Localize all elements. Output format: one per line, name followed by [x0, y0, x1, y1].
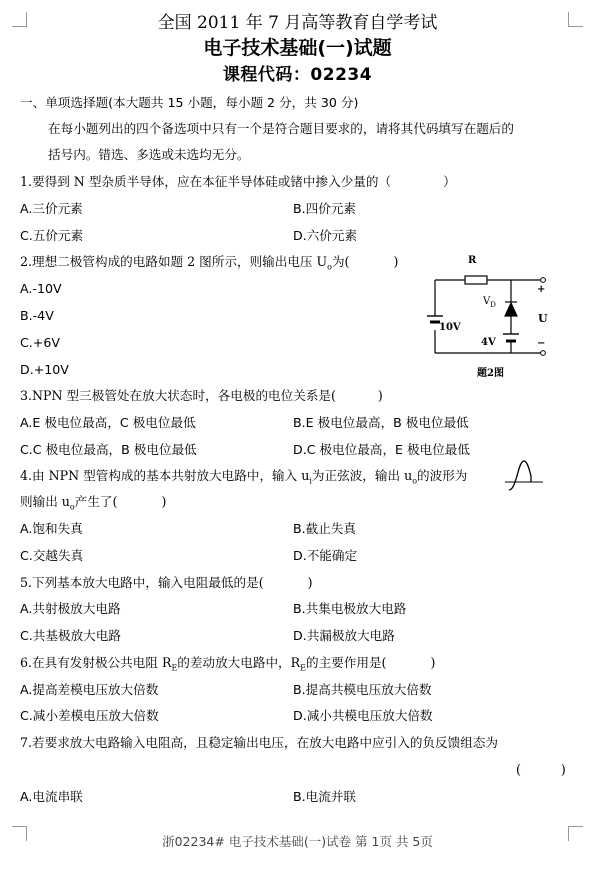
q5-option-b: B.共集电极放大电路 [293, 601, 407, 616]
question-6-stem: 6.在具有发射极公共电阻 $R_E$的差动放大电路中，$R_E$的主要作用是( ) [20, 655, 436, 673]
question-2-stem: 2.理想二极管构成的电路如题 2 图所示，则输出电压 $U_o$为( ) [20, 254, 399, 272]
q1-option-a: A.三价元素 [20, 201, 83, 216]
q4-option-a: A.饱和失真 [20, 521, 83, 536]
q4-option-d: D.不能确定 [293, 548, 358, 563]
circuit-diagram-q2 [425, 250, 565, 380]
q6-option-b: B.提高共模电压放大倍数 [293, 682, 432, 697]
q6-option-d: D.减小共模电压放大倍数 [293, 708, 433, 723]
exam-title: 全国 2011 年 7 月高等教育自学考试 [157, 13, 438, 33]
q1-option-d: D.六价元素 [293, 228, 358, 243]
q4-option-b: B.截止失真 [293, 521, 357, 536]
q4-option-c: C.交越失真 [20, 548, 84, 563]
q5-option-c: C.共基极放大电路 [20, 628, 121, 643]
q5-option-a: A.共射极放大电路 [20, 601, 121, 616]
q6-option-a: A.提高差模电压放大倍数 [20, 682, 159, 697]
q3-option-c: C.C 极电位最高，B 极电位最低 [20, 442, 197, 457]
q2-option-a: A.-10V [20, 281, 62, 296]
question-3-stem: 3.NPN 型三极管处在放大状态时，各电极的电位关系是( ) [20, 388, 383, 403]
q1-option-c: C.五价元素 [20, 228, 84, 243]
instructions-line-2: 括号内。错选、多选或未选均无分。 [48, 147, 250, 162]
q7-option-a: A.电流串联 [20, 789, 83, 804]
question-4-stem-line-2: 则输出 $u_o$产生了( ) [20, 494, 167, 512]
output-voltage-label: U [538, 312, 548, 325]
figure-caption: 题2图 [477, 368, 504, 379]
q7-option-b: B.电流并联 [293, 789, 357, 804]
q2-option-d: D.+10V [20, 362, 69, 377]
q1-option-b: B.四价元素 [293, 201, 357, 216]
q3-option-b: B.E 极电位最高，B 极电位最低 [293, 415, 469, 430]
plus-terminal-label: + [537, 284, 546, 295]
q7-answer-paren: ( ) [516, 762, 566, 777]
q2-option-c: C.+6V [20, 335, 60, 350]
battery-4v-label: 4V [481, 337, 496, 348]
q5-option-d: D.共漏极放大电路 [293, 628, 395, 643]
waveform-icon [505, 458, 543, 492]
section-title: 一、单项选择题(本大题共 15 小题，每小题 2 分，共 30 分) [20, 95, 359, 110]
battery-10v-label: 10V [439, 322, 461, 333]
question-4-stem: 4.由 NPN 型管构成的基本共射放大电路中，输入 $u_i$为正弦波，输出 $u_o$的波形为 [20, 468, 468, 486]
instructions-line-1: 在每小题列出的四个备选项中只有一个是符合题目要求的，请将其代码填写在题后的 [48, 121, 514, 136]
diode-label: $V_D$ [483, 296, 496, 309]
subject-title: 电子技术基础(一)试题 [203, 37, 392, 59]
resistor-label: R [468, 255, 477, 266]
minus-terminal-label: − [537, 338, 546, 349]
q3-option-d: D.C 极电位最高，E 极电位最低 [293, 442, 470, 457]
q2-option-b: B.-4V [20, 308, 54, 323]
course-code: 课程代码：02234 [222, 65, 373, 85]
question-7-stem: 7.若要求放大电路输入电阻高，且稳定输出电压，在放大电路中应引入的负反馈组态为 [20, 735, 498, 750]
page-footer: 浙02234# 电子技术基础(一)试卷 第 1页 共 5页 [162, 834, 433, 849]
question-1-stem: 1.要得到 N 型杂质半导体，应在本征半导体硅或锗中掺入少量的（ ） [20, 174, 456, 189]
q3-option-a: A.E 极电位最高，C 极电位最低 [20, 415, 196, 430]
question-5-stem: 5.下列基本放大电路中，输入电阻最低的是( ) [20, 575, 313, 590]
q6-option-c: C.减小差模电压放大倍数 [20, 708, 159, 723]
